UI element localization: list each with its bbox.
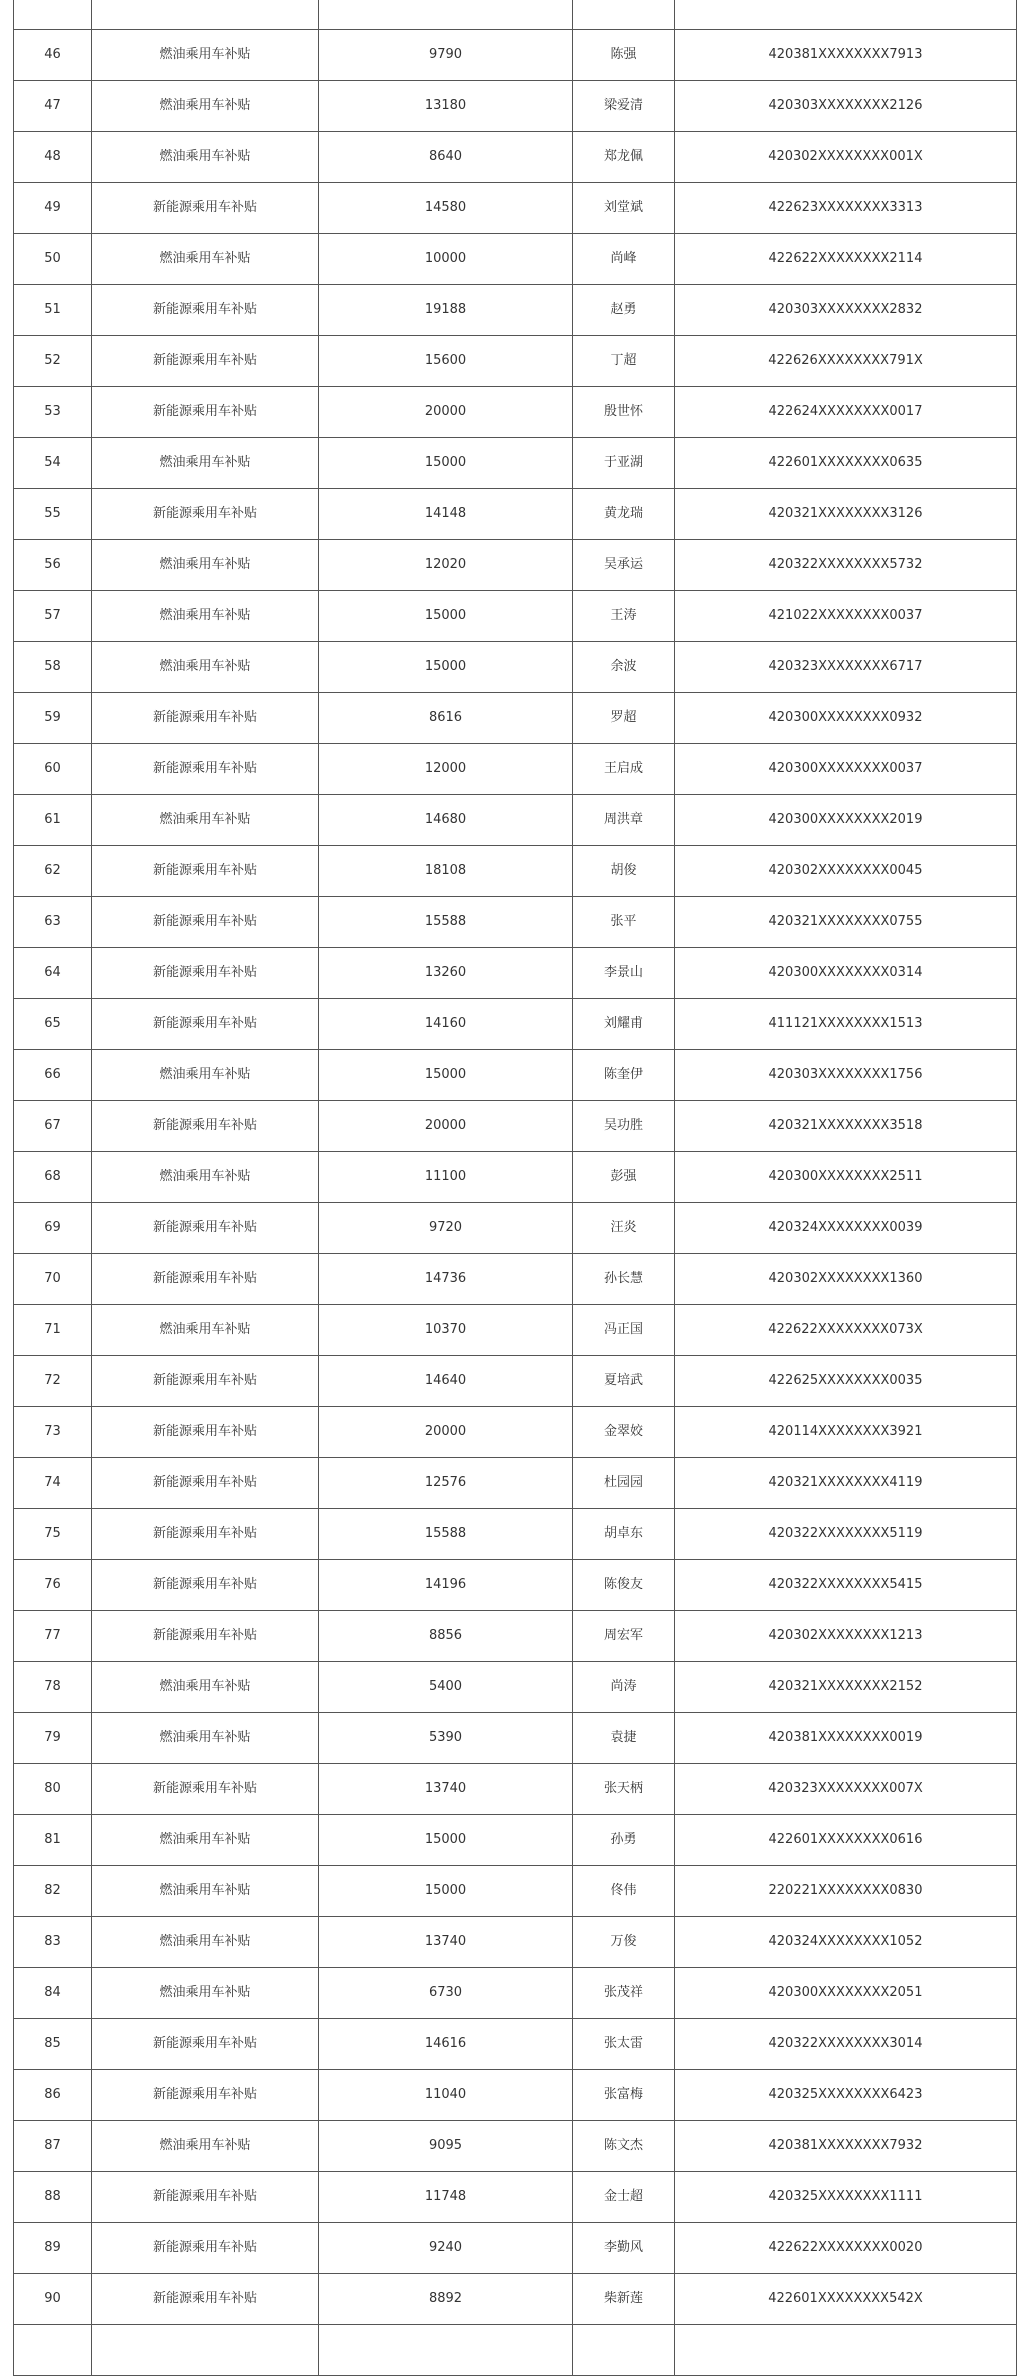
subsidy-type-cell: 燃油乘用车补贴 xyxy=(92,591,319,642)
row-number-cell: 50 xyxy=(14,234,92,285)
table-body xyxy=(14,0,1017,2376)
table-row xyxy=(14,183,1017,234)
name-cell: 李勤风 xyxy=(573,2223,675,2274)
name-cell: 黄龙瑞 xyxy=(573,489,675,540)
subsidy-type-cell: 燃油乘用车补贴 xyxy=(92,2121,319,2172)
amount-cell: 14680 xyxy=(319,795,573,846)
row-number-cell: 79 xyxy=(14,1713,92,1764)
amount-cell: 11748 xyxy=(319,2172,573,2223)
amount-cell: 8892 xyxy=(319,2274,573,2325)
id-number-cell: 220221XXXXXXXX0830 xyxy=(675,1866,1017,1917)
table-row xyxy=(14,1356,1017,1407)
subsidy-type-cell: 燃油乘用车补贴 xyxy=(92,1917,319,1968)
amount-cell: 19188 xyxy=(319,285,573,336)
subsidy-type-cell xyxy=(92,0,319,30)
name-cell xyxy=(573,0,675,30)
row-number-cell: 47 xyxy=(14,81,92,132)
id-number-cell: 420321XXXXXXXX3518 xyxy=(675,1101,1017,1152)
amount-cell: 6730 xyxy=(319,1968,573,2019)
subsidy-type-cell: 燃油乘用车补贴 xyxy=(92,438,319,489)
amount-cell: 8640 xyxy=(319,132,573,183)
table-row xyxy=(14,387,1017,438)
row-number-cell: 86 xyxy=(14,2070,92,2121)
subsidy-type-cell: 新能源乘用车补贴 xyxy=(92,897,319,948)
table-row xyxy=(14,2070,1017,2121)
row-number-cell: 58 xyxy=(14,642,92,693)
id-number-cell: 420303XXXXXXXX1756 xyxy=(675,1050,1017,1101)
subsidy-type-cell: 新能源乘用车补贴 xyxy=(92,1407,319,1458)
subsidy-list-table xyxy=(13,0,1017,2376)
row-number-cell: 60 xyxy=(14,744,92,795)
name-cell: 王启成 xyxy=(573,744,675,795)
id-number-cell: 420322XXXXXXXX5119 xyxy=(675,1509,1017,1560)
row-number-cell: 74 xyxy=(14,1458,92,1509)
subsidy-type-cell: 新能源乘用车补贴 xyxy=(92,2070,319,2121)
row-number-cell: 66 xyxy=(14,1050,92,1101)
table-row xyxy=(14,1509,1017,1560)
subsidy-type-cell: 新能源乘用车补贴 xyxy=(92,1509,319,1560)
subsidy-type-cell: 燃油乘用车补贴 xyxy=(92,1815,319,1866)
amount-cell: 9095 xyxy=(319,2121,573,2172)
name-cell: 佟伟 xyxy=(573,1866,675,1917)
subsidy-type-cell: 新能源乘用车补贴 xyxy=(92,183,319,234)
row-number-cell: 72 xyxy=(14,1356,92,1407)
name-cell: 彭强 xyxy=(573,1152,675,1203)
row-number-cell: 75 xyxy=(14,1509,92,1560)
table-row xyxy=(14,897,1017,948)
amount-cell: 20000 xyxy=(319,1407,573,1458)
name-cell: 罗超 xyxy=(573,693,675,744)
name-cell: 冯正国 xyxy=(573,1305,675,1356)
table-row xyxy=(14,1152,1017,1203)
table-row xyxy=(14,2172,1017,2223)
id-number-cell: 420322XXXXXXXX5732 xyxy=(675,540,1017,591)
row-number-cell: 83 xyxy=(14,1917,92,1968)
id-number-cell: 422624XXXXXXXX0017 xyxy=(675,387,1017,438)
amount-cell: 5400 xyxy=(319,1662,573,1713)
table-row xyxy=(14,1203,1017,1254)
row-number-cell: 54 xyxy=(14,438,92,489)
id-number-cell: 420321XXXXXXXX4119 xyxy=(675,1458,1017,1509)
amount-cell xyxy=(319,2325,573,2376)
id-number-cell: 422623XXXXXXXX3313 xyxy=(675,183,1017,234)
amount-cell: 14196 xyxy=(319,1560,573,1611)
name-cell: 殷世怀 xyxy=(573,387,675,438)
name-cell xyxy=(573,2325,675,2376)
name-cell: 李景山 xyxy=(573,948,675,999)
table-row xyxy=(14,2274,1017,2325)
table-row xyxy=(14,1764,1017,1815)
amount-cell: 15588 xyxy=(319,1509,573,1560)
subsidy-type-cell: 新能源乘用车补贴 xyxy=(92,948,319,999)
subsidy-type-cell: 新能源乘用车补贴 xyxy=(92,693,319,744)
name-cell: 孙勇 xyxy=(573,1815,675,1866)
subsidy-type-cell: 燃油乘用车补贴 xyxy=(92,30,319,81)
amount-cell: 15600 xyxy=(319,336,573,387)
name-cell: 孙长慧 xyxy=(573,1254,675,1305)
subsidy-type-cell: 新能源乘用车补贴 xyxy=(92,999,319,1050)
subsidy-type-cell: 燃油乘用车补贴 xyxy=(92,642,319,693)
amount-cell: 12000 xyxy=(319,744,573,795)
amount-cell: 20000 xyxy=(319,387,573,438)
amount-cell: 12576 xyxy=(319,1458,573,1509)
table-row xyxy=(14,1407,1017,1458)
row-number-cell: 67 xyxy=(14,1101,92,1152)
row-number-cell: 81 xyxy=(14,1815,92,1866)
name-cell: 陈文杰 xyxy=(573,2121,675,2172)
row-number-cell: 46 xyxy=(14,30,92,81)
name-cell: 张茂祥 xyxy=(573,1968,675,2019)
row-number-cell: 68 xyxy=(14,1152,92,1203)
table-row xyxy=(14,642,1017,693)
row-number-cell: 65 xyxy=(14,999,92,1050)
id-number-cell: 420325XXXXXXXX6423 xyxy=(675,2070,1017,2121)
row-number-cell: 78 xyxy=(14,1662,92,1713)
amount-cell: 12020 xyxy=(319,540,573,591)
subsidy-table-container xyxy=(13,0,1016,2376)
table-row xyxy=(14,336,1017,387)
table-row xyxy=(14,1305,1017,1356)
id-number-cell: 420322XXXXXXXX3014 xyxy=(675,2019,1017,2070)
amount-cell: 14640 xyxy=(319,1356,573,1407)
name-cell: 郑龙佩 xyxy=(573,132,675,183)
name-cell: 赵勇 xyxy=(573,285,675,336)
subsidy-type-cell xyxy=(92,2325,319,2376)
id-number-cell: 422601XXXXXXXX0635 xyxy=(675,438,1017,489)
name-cell: 王涛 xyxy=(573,591,675,642)
id-number-cell: 420323XXXXXXXX007X xyxy=(675,1764,1017,1815)
table-row xyxy=(14,1713,1017,1764)
name-cell: 周洪章 xyxy=(573,795,675,846)
name-cell: 余波 xyxy=(573,642,675,693)
id-number-cell: 420321XXXXXXXX0755 xyxy=(675,897,1017,948)
name-cell: 张富梅 xyxy=(573,2070,675,2121)
row-number-cell: 88 xyxy=(14,2172,92,2223)
id-number-cell: 420302XXXXXXXX1213 xyxy=(675,1611,1017,1662)
name-cell: 刘耀甫 xyxy=(573,999,675,1050)
table-row xyxy=(14,1050,1017,1101)
amount-cell: 15000 xyxy=(319,1866,573,1917)
row-number-cell: 77 xyxy=(14,1611,92,1662)
row-number-cell: 62 xyxy=(14,846,92,897)
name-cell: 吴功胜 xyxy=(573,1101,675,1152)
row-number-cell: 89 xyxy=(14,2223,92,2274)
amount-cell: 9720 xyxy=(319,1203,573,1254)
name-cell: 胡卓东 xyxy=(573,1509,675,1560)
subsidy-type-cell: 新能源乘用车补贴 xyxy=(92,387,319,438)
row-number-cell: 56 xyxy=(14,540,92,591)
subsidy-type-cell: 燃油乘用车补贴 xyxy=(92,795,319,846)
id-number-cell: 422626XXXXXXXX791X xyxy=(675,336,1017,387)
row-number-cell: 57 xyxy=(14,591,92,642)
table-row xyxy=(14,0,1017,30)
table-row xyxy=(14,1560,1017,1611)
id-number-cell: 420303XXXXXXXX2832 xyxy=(675,285,1017,336)
amount-cell: 14160 xyxy=(319,999,573,1050)
id-number-cell: 420300XXXXXXXX2051 xyxy=(675,1968,1017,2019)
amount-cell: 14616 xyxy=(319,2019,573,2070)
row-number-cell: 52 xyxy=(14,336,92,387)
subsidy-type-cell: 燃油乘用车补贴 xyxy=(92,1968,319,2019)
id-number-cell: 420300XXXXXXXX0932 xyxy=(675,693,1017,744)
row-number-cell: 84 xyxy=(14,1968,92,2019)
amount-cell: 8856 xyxy=(319,1611,573,1662)
name-cell: 陈奎伊 xyxy=(573,1050,675,1101)
subsidy-type-cell: 新能源乘用车补贴 xyxy=(92,2223,319,2274)
subsidy-type-cell: 新能源乘用车补贴 xyxy=(92,2019,319,2070)
amount-cell: 5390 xyxy=(319,1713,573,1764)
subsidy-type-cell: 新能源乘用车补贴 xyxy=(92,285,319,336)
name-cell: 梁爱清 xyxy=(573,81,675,132)
row-number-cell: 48 xyxy=(14,132,92,183)
id-number-cell: 420302XXXXXXXX1360 xyxy=(675,1254,1017,1305)
id-number-cell: 420381XXXXXXXX0019 xyxy=(675,1713,1017,1764)
id-number-cell: 420114XXXXXXXX3921 xyxy=(675,1407,1017,1458)
table-row xyxy=(14,132,1017,183)
name-cell: 丁超 xyxy=(573,336,675,387)
id-number-cell: 420321XXXXXXXX3126 xyxy=(675,489,1017,540)
table-row xyxy=(14,846,1017,897)
amount-cell: 15000 xyxy=(319,1050,573,1101)
name-cell: 金士超 xyxy=(573,2172,675,2223)
amount-cell: 14580 xyxy=(319,183,573,234)
name-cell: 陈俊友 xyxy=(573,1560,675,1611)
table-row xyxy=(14,1101,1017,1152)
subsidy-type-cell: 新能源乘用车补贴 xyxy=(92,1764,319,1815)
subsidy-type-cell: 新能源乘用车补贴 xyxy=(92,2274,319,2325)
id-number-cell: 411121XXXXXXXX1513 xyxy=(675,999,1017,1050)
id-number-cell: 420300XXXXXXXX2511 xyxy=(675,1152,1017,1203)
amount-cell: 14736 xyxy=(319,1254,573,1305)
name-cell: 吴承运 xyxy=(573,540,675,591)
row-number-cell: 59 xyxy=(14,693,92,744)
table-row xyxy=(14,540,1017,591)
name-cell: 张平 xyxy=(573,897,675,948)
subsidy-type-cell: 燃油乘用车补贴 xyxy=(92,540,319,591)
id-number-cell: 422625XXXXXXXX0035 xyxy=(675,1356,1017,1407)
table-row xyxy=(14,948,1017,999)
table-row xyxy=(14,1866,1017,1917)
subsidy-type-cell: 燃油乘用车补贴 xyxy=(92,234,319,285)
name-cell: 夏培武 xyxy=(573,1356,675,1407)
name-cell: 杜园园 xyxy=(573,1458,675,1509)
amount-cell: 15000 xyxy=(319,438,573,489)
id-number-cell: 420300XXXXXXXX0314 xyxy=(675,948,1017,999)
table-row xyxy=(14,2019,1017,2070)
id-number-cell: 422622XXXXXXXX0020 xyxy=(675,2223,1017,2274)
amount-cell: 9790 xyxy=(319,30,573,81)
subsidy-type-cell: 燃油乘用车补贴 xyxy=(92,1305,319,1356)
amount-cell: 18108 xyxy=(319,846,573,897)
id-number-cell: 422601XXXXXXXX542X xyxy=(675,2274,1017,2325)
id-number-cell: 420303XXXXXXXX2126 xyxy=(675,81,1017,132)
subsidy-type-cell: 新能源乘用车补贴 xyxy=(92,1458,319,1509)
row-number-cell: 87 xyxy=(14,2121,92,2172)
id-number-cell: 420300XXXXXXXX2019 xyxy=(675,795,1017,846)
table-row xyxy=(14,285,1017,336)
subsidy-type-cell: 燃油乘用车补贴 xyxy=(92,1152,319,1203)
name-cell: 尚涛 xyxy=(573,1662,675,1713)
row-number-cell: 61 xyxy=(14,795,92,846)
row-number-cell: 71 xyxy=(14,1305,92,1356)
name-cell: 汪炎 xyxy=(573,1203,675,1254)
id-number-cell: 420322XXXXXXXX5415 xyxy=(675,1560,1017,1611)
id-number-cell: 420302XXXXXXXX0045 xyxy=(675,846,1017,897)
table-row xyxy=(14,2121,1017,2172)
subsidy-type-cell: 新能源乘用车补贴 xyxy=(92,846,319,897)
name-cell: 周宏军 xyxy=(573,1611,675,1662)
row-number-cell: 76 xyxy=(14,1560,92,1611)
row-number-cell: 70 xyxy=(14,1254,92,1305)
subsidy-type-cell: 新能源乘用车补贴 xyxy=(92,1254,319,1305)
row-number-cell: 53 xyxy=(14,387,92,438)
id-number-cell: 420321XXXXXXXX2152 xyxy=(675,1662,1017,1713)
table-row xyxy=(14,30,1017,81)
amount-cell: 10000 xyxy=(319,234,573,285)
id-number-cell: 421022XXXXXXXX0037 xyxy=(675,591,1017,642)
subsidy-type-cell: 新能源乘用车补贴 xyxy=(92,2172,319,2223)
row-number-cell: 73 xyxy=(14,1407,92,1458)
amount-cell: 15000 xyxy=(319,591,573,642)
table-row xyxy=(14,1254,1017,1305)
amount-cell: 8616 xyxy=(319,693,573,744)
table-row xyxy=(14,744,1017,795)
table-row xyxy=(14,234,1017,285)
amount-cell: 14148 xyxy=(319,489,573,540)
name-cell: 袁捷 xyxy=(573,1713,675,1764)
subsidy-type-cell: 新能源乘用车补贴 xyxy=(92,1203,319,1254)
id-number-cell xyxy=(675,2325,1017,2376)
id-number-cell: 422622XXXXXXXX2114 xyxy=(675,234,1017,285)
id-number-cell xyxy=(675,0,1017,30)
amount-cell: 11100 xyxy=(319,1152,573,1203)
amount-cell: 13740 xyxy=(319,1917,573,1968)
name-cell: 张天柄 xyxy=(573,1764,675,1815)
row-number-cell: 90 xyxy=(14,2274,92,2325)
row-number-cell: 64 xyxy=(14,948,92,999)
row-number-cell: 85 xyxy=(14,2019,92,2070)
name-cell: 于亚湖 xyxy=(573,438,675,489)
id-number-cell: 420302XXXXXXXX001X xyxy=(675,132,1017,183)
id-number-cell: 420300XXXXXXXX0037 xyxy=(675,744,1017,795)
table-row xyxy=(14,693,1017,744)
row-number-cell xyxy=(14,0,92,30)
subsidy-type-cell: 新能源乘用车补贴 xyxy=(92,1101,319,1152)
name-cell: 柴新莲 xyxy=(573,2274,675,2325)
subsidy-type-cell: 新能源乘用车补贴 xyxy=(92,1611,319,1662)
name-cell: 张太雷 xyxy=(573,2019,675,2070)
row-number-cell: 55 xyxy=(14,489,92,540)
table-row xyxy=(14,1968,1017,2019)
amount-cell: 20000 xyxy=(319,1101,573,1152)
subsidy-type-cell: 新能源乘用车补贴 xyxy=(92,1560,319,1611)
amount-cell: 13180 xyxy=(319,81,573,132)
table-row xyxy=(14,1611,1017,1662)
name-cell: 万俊 xyxy=(573,1917,675,1968)
row-number-cell: 49 xyxy=(14,183,92,234)
subsidy-type-cell: 燃油乘用车补贴 xyxy=(92,81,319,132)
table-row xyxy=(14,2223,1017,2274)
id-number-cell: 422601XXXXXXXX0616 xyxy=(675,1815,1017,1866)
amount-cell: 15588 xyxy=(319,897,573,948)
subsidy-type-cell: 燃油乘用车补贴 xyxy=(92,132,319,183)
row-number-cell: 82 xyxy=(14,1866,92,1917)
table-row xyxy=(14,1662,1017,1713)
row-number-cell xyxy=(14,2325,92,2376)
subsidy-type-cell: 燃油乘用车补贴 xyxy=(92,1866,319,1917)
row-number-cell: 80 xyxy=(14,1764,92,1815)
row-number-cell: 69 xyxy=(14,1203,92,1254)
subsidy-type-cell: 燃油乘用车补贴 xyxy=(92,1050,319,1101)
table-row xyxy=(14,795,1017,846)
amount-cell: 10370 xyxy=(319,1305,573,1356)
name-cell: 刘堂斌 xyxy=(573,183,675,234)
row-number-cell: 63 xyxy=(14,897,92,948)
amount-cell: 9240 xyxy=(319,2223,573,2274)
amount-cell: 13740 xyxy=(319,1764,573,1815)
subsidy-type-cell: 新能源乘用车补贴 xyxy=(92,489,319,540)
table-row xyxy=(14,81,1017,132)
subsidy-type-cell: 新能源乘用车补贴 xyxy=(92,336,319,387)
id-number-cell: 420381XXXXXXXX7913 xyxy=(675,30,1017,81)
id-number-cell: 420324XXXXXXXX1052 xyxy=(675,1917,1017,1968)
subsidy-type-cell: 新能源乘用车补贴 xyxy=(92,744,319,795)
name-cell: 陈强 xyxy=(573,30,675,81)
amount-cell: 15000 xyxy=(319,1815,573,1866)
id-number-cell: 422622XXXXXXXX073X xyxy=(675,1305,1017,1356)
id-number-cell: 420381XXXXXXXX7932 xyxy=(675,2121,1017,2172)
id-number-cell: 420324XXXXXXXX0039 xyxy=(675,1203,1017,1254)
amount-cell: 11040 xyxy=(319,2070,573,2121)
name-cell: 金翠姣 xyxy=(573,1407,675,1458)
table-row xyxy=(14,489,1017,540)
table-row xyxy=(14,2325,1017,2376)
amount-cell: 15000 xyxy=(319,642,573,693)
subsidy-type-cell: 新能源乘用车补贴 xyxy=(92,1356,319,1407)
table-row xyxy=(14,999,1017,1050)
table-row xyxy=(14,1458,1017,1509)
subsidy-type-cell: 燃油乘用车补贴 xyxy=(92,1662,319,1713)
row-number-cell: 51 xyxy=(14,285,92,336)
amount-cell xyxy=(319,0,573,30)
table-row xyxy=(14,591,1017,642)
table-row xyxy=(14,1917,1017,1968)
table-row xyxy=(14,1815,1017,1866)
id-number-cell: 420325XXXXXXXX1111 xyxy=(675,2172,1017,2223)
id-number-cell: 420323XXXXXXXX6717 xyxy=(675,642,1017,693)
amount-cell: 13260 xyxy=(319,948,573,999)
name-cell: 尚峰 xyxy=(573,234,675,285)
name-cell: 胡俊 xyxy=(573,846,675,897)
subsidy-type-cell: 燃油乘用车补贴 xyxy=(92,1713,319,1764)
table-row xyxy=(14,438,1017,489)
